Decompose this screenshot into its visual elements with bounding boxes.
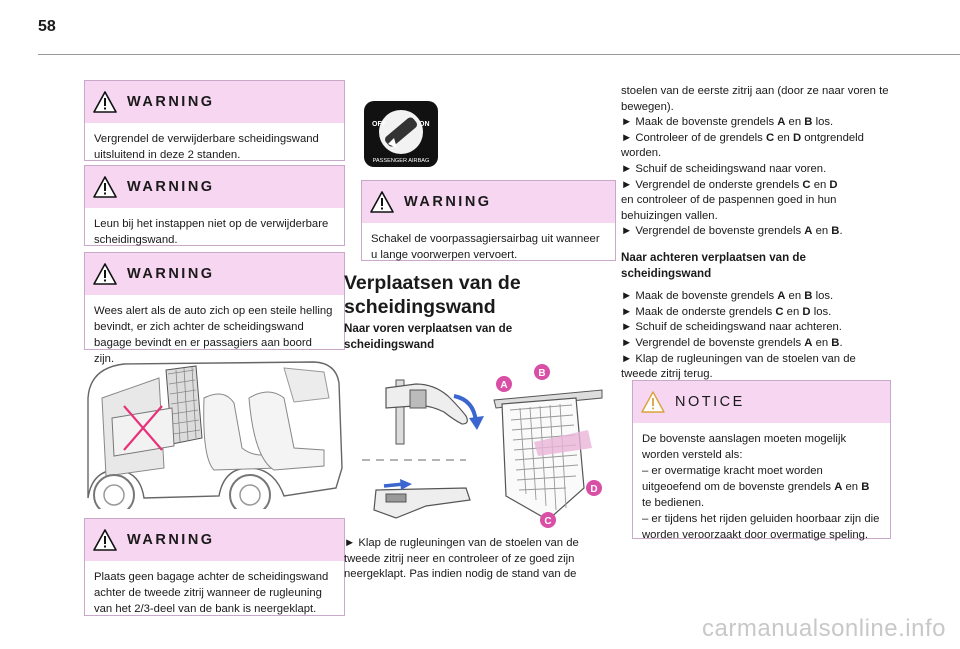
warning-title: WARNING <box>127 94 215 110</box>
warning-triangle-icon <box>93 529 117 551</box>
subsection-backward-heading: Naar achteren verplaatsen van de scheidingswand <box>621 250 806 280</box>
van-interior-illustration <box>84 358 343 509</box>
warning-header <box>85 253 344 295</box>
warning-header <box>362 181 615 223</box>
forward-step: ► Maak de bovenste grendels A en B los. <box>621 116 834 129</box>
warning-text: Leun bij het instappen niet op de verwijderbare scheidingswand. <box>94 218 329 246</box>
warning-box-airbag <box>361 180 616 261</box>
continued-text: stoelen van de eerste zitrij aan (door ze naar voren te bewegen). <box>621 85 889 113</box>
warning-text: Wees alert als de auto zich op een steile helling bevindt, er zich achter de scheidingswand bagage bevindt en er passagiers aan boord zijn. <box>94 305 333 365</box>
airbag-on-label: ON <box>419 121 430 128</box>
page-number: 58 <box>38 18 56 35</box>
warning-box-3 <box>84 252 345 365</box>
warning-title: WARNING <box>127 266 215 282</box>
passenger-airbag-switch-icon <box>363 100 439 168</box>
warning-header <box>85 81 344 123</box>
latch-label-b: B <box>538 368 546 379</box>
forward-step: ► Schuif de scheidingswand naar voren. <box>621 162 827 175</box>
latch-label-a: A <box>500 380 508 391</box>
backward-step: ► Klap de rugleuningen van de stoelen van de tweede zitrij terug. <box>621 352 856 381</box>
warning-triangle-icon <box>93 263 117 285</box>
backward-step: ► Maak de bovenste grendels A en B los. <box>621 290 834 303</box>
latch-label-d: D <box>590 484 598 495</box>
warning-triangle-icon <box>370 191 394 213</box>
warning-triangle-icon <box>93 176 117 198</box>
forward-step: ► Vergrendel de onderste grendels C en D <box>621 178 838 191</box>
warning-header <box>85 166 344 208</box>
backward-step: ► Schuif de scheidingswand naar achteren. <box>621 321 842 334</box>
forward-step: ► Vergrendel de bovenste grendels A en B. <box>621 225 843 238</box>
bullet-arrow: ► <box>344 537 356 549</box>
warning-triangle-icon <box>93 91 117 113</box>
notice-box <box>632 380 891 539</box>
warning-header <box>85 519 344 561</box>
notice-header <box>633 381 890 423</box>
airbag-off-label: OFF <box>372 121 386 128</box>
notice-body: De bovenste aanslagen moeten mogelijk worden versteld als: – er overmatige kracht moet worden uitgeoefend om de bovenste grendels A en B te bedienen. – er tijdens het rijden geluiden hoorbaar zijn die worden veroorzaakt door overmatige speling. <box>642 433 880 541</box>
airbag-caption: PASSENGER AIRBAG <box>372 158 430 164</box>
backward-step: ► Vergrendel de bovenste grendels A en B. <box>621 336 843 349</box>
warning-box-2 <box>84 165 345 246</box>
instructions-column <box>621 84 889 383</box>
top-divider <box>38 54 960 55</box>
warning-title: WARNING <box>404 194 492 210</box>
backward-step: ► Maak de onderste grendels C en D los. <box>621 305 832 318</box>
warning-title: WARNING <box>127 179 215 195</box>
warning-text: Plaats geen bagage achter de scheidingswand achter de tweede zitrij wanneer de rugleuning van het 2/3-deel van de bank is neergeklapt. <box>94 571 329 615</box>
subsection-forward-heading: Naar voren verplaatsen van de scheidingswand <box>344 322 513 351</box>
notice-triangle-icon <box>641 391 665 413</box>
partition-latch-diagram <box>356 360 612 530</box>
forward-step-continued: en controleer of de paspennen goed in hun behuizingen vallen. <box>621 194 837 222</box>
latch-label-c: C <box>544 516 552 527</box>
notice-title: NOTICE <box>675 394 745 410</box>
forward-step: ► Controleer of de grendels C en D ontgrendeld worden. <box>621 131 864 160</box>
warning-box-4 <box>84 518 345 616</box>
warning-title: WARNING <box>127 532 215 548</box>
watermark: carmanualsonline.info <box>702 615 946 642</box>
step-fold-backrests: ► Klap de rugleuningen van de stoelen van de tweede zitrij neer en controleer of ze goed zijn neergeklapt. Pas indien nodig de stand van de <box>344 537 579 581</box>
warning-box-1 <box>84 80 345 161</box>
section-heading: Verplaatsen van de scheidingswand <box>344 272 521 318</box>
warning-text: Schakel de voorpassagiersairbag uit wanneer u lange voorwerpen vervoert. <box>371 233 600 261</box>
warning-text: Vergrendel de verwijderbare scheidingswand uitsluitend in deze 2 standen. <box>94 133 319 161</box>
